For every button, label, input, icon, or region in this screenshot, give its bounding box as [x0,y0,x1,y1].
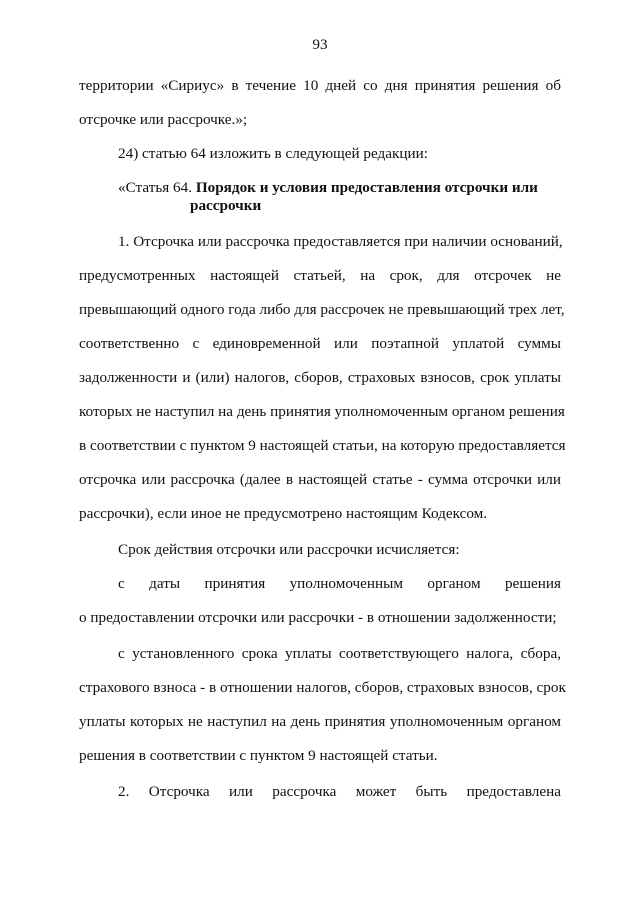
text-line: с установленного срока уплаты соответствующего налога, сбора, [118,645,561,662]
text-line: 1. Отсрочка или рассрочка предоставляется при наличии оснований, [118,233,563,250]
page-number: 93 [312,36,328,53]
text-line: о предоставлении отсрочки или рассрочки - в отношении задолженности; [79,609,557,626]
text-line: решения в соответствии с пунктом 9 настоящей статьи. [79,747,438,764]
text-line: территории «Сириус» в течение 10 дней со дня принятия решения об [79,77,561,94]
text-line: 24) статью 64 изложить в следующей редакции: [118,145,428,162]
text-line: страхового взноса - в отношении налогов, сборов, страховых взносов, срок [79,679,566,696]
text-line: соответственно с единовременной или поэтапной уплатой суммы [79,335,561,352]
text-line: отсрочке или рассрочке.»; [79,111,248,128]
article-title-line2: рассрочки [190,197,262,214]
text-line: отсрочка или рассрочка (далее в настоящей статье - сумма отсрочки или [79,471,561,488]
text-line: с даты принятия уполномоченным органом решения [118,575,561,592]
text-line: предусмотренных настоящей статьей, на срок, для отсрочек не [79,267,561,284]
article-prefix: «Статья 64. [118,179,196,196]
text-line: уплаты которых не наступил на день принятия уполномоченным органом [79,713,561,730]
text-line: превышающий одного года либо для рассрочек не превышающий трех лет, [79,301,565,318]
text-line: Срок действия отсрочки или рассрочки исчисляется: [118,541,460,558]
text-line: задолженности и (или) налогов, сборов, страховых взносов, срок уплаты [79,369,561,386]
text-line: которых не наступил на день принятия уполномоченным органом решения [79,403,565,420]
article-title-line1: Порядок и условия предоставления отсрочки или [195,179,538,196]
text-line: рассрочки), если иное не предусмотрено настоящим Кодексом. [79,505,488,522]
article-heading [118,179,561,215]
text-line: 2. Отсрочка или рассрочка может быть предоставлена [118,783,561,800]
text-line: в соответствии с пунктом 9 настоящей статьи, на которую предоставляется [79,437,566,454]
